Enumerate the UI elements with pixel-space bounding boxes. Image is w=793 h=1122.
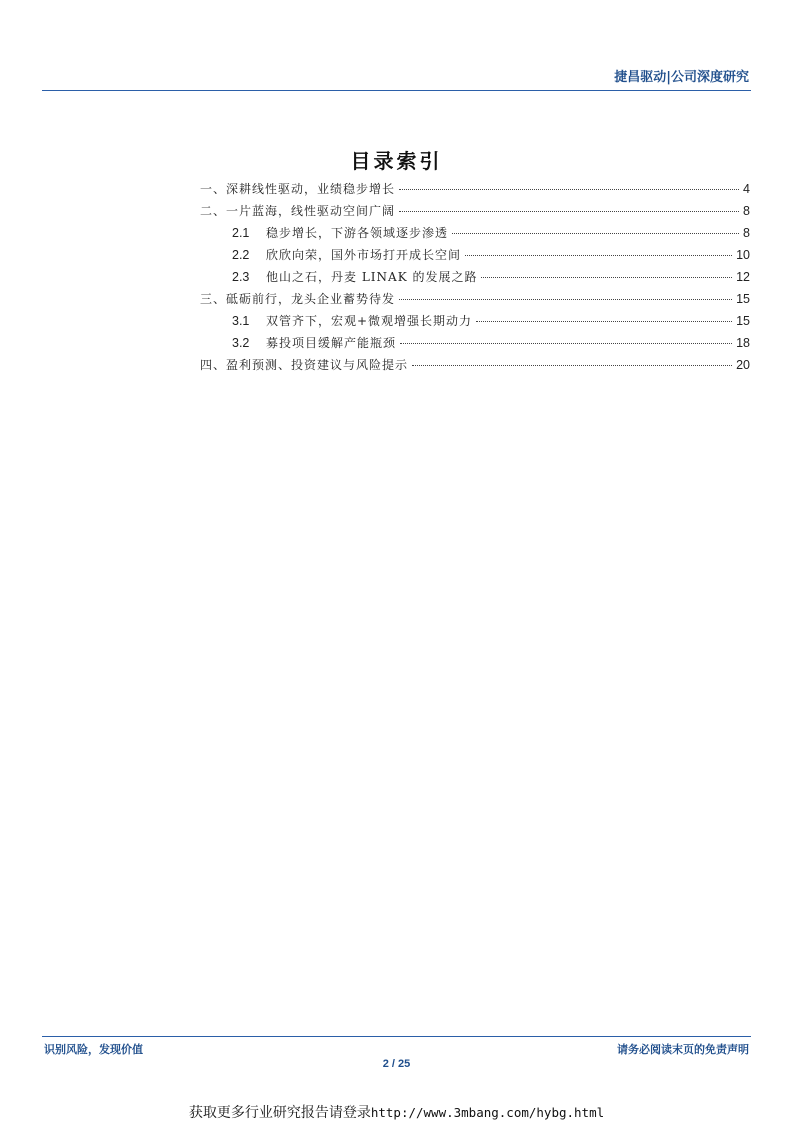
toc-entry-page: 8 (743, 226, 750, 240)
toc-leader-dots (399, 189, 739, 190)
report-header-title: 捷昌驱动|公司深度研究 (614, 70, 749, 85)
toc-entry-4[interactable] (200, 356, 750, 378)
toc-entry-text: 四、盈利预测、投资建议与风险提示 (200, 358, 409, 372)
footer-divider (42, 1036, 751, 1037)
toc-entry-number: 3.1 (232, 314, 250, 328)
toc-entry-3[interactable] (200, 290, 750, 312)
page-number: 2 / 25 (382, 1058, 411, 1070)
toc-entry-page: 10 (736, 248, 750, 262)
footer-slogan: 识别风险，发现价值 (44, 1043, 143, 1056)
toc-leader-dots (400, 343, 732, 344)
toc-entry-text: 他山之石，丹麦 LINAK 的发展之路 (266, 270, 478, 284)
footer-disclaimer-note: 请务必阅读末页的免责声明 (617, 1043, 749, 1056)
toc-entry-2-1[interactable] (200, 224, 750, 246)
toc-entry-page: 15 (736, 292, 750, 306)
toc-leader-dots (481, 277, 732, 278)
toc-entry-text: 募投项目缓解产能瓶颈 (266, 336, 397, 350)
toc-entry-text: 欣欣向荣，国外市场打开成长空间 (266, 248, 462, 262)
toc-entry-number: 2.2 (232, 248, 250, 262)
table-of-contents (200, 180, 750, 378)
download-link[interactable]: http://www.3mbang.com/hybg.html (370, 1105, 605, 1120)
toc-title: 目录索引 (350, 149, 443, 173)
toc-entry-number: 3.2 (232, 336, 250, 350)
toc-entry-page: 15 (736, 314, 750, 328)
toc-leader-dots (476, 321, 732, 322)
download-note (0, 1102, 793, 1122)
toc-entry-page: 8 (743, 204, 750, 218)
toc-entry-page: 18 (736, 336, 750, 350)
toc-entry-text: 双管齐下，宏观+微观增强长期动力 (266, 314, 473, 328)
toc-entry-page: 4 (743, 182, 750, 196)
toc-entry-page: 20 (736, 358, 750, 372)
toc-entry-3-1[interactable] (200, 312, 750, 334)
toc-entry-2-3[interactable] (200, 268, 750, 290)
header-divider (42, 90, 751, 91)
toc-entry-number: 2.1 (232, 226, 250, 240)
toc-entry-3-2[interactable] (200, 334, 750, 356)
toc-entry-2[interactable] (200, 202, 750, 224)
toc-entry-text: 三、砥砺前行，龙头企业蓄势待发 (200, 292, 396, 306)
toc-leader-dots (399, 299, 732, 300)
toc-leader-dots (452, 233, 739, 234)
toc-entry-number: 2.3 (232, 270, 250, 284)
toc-entry-text: 稳步增长，下游各领域逐步渗透 (266, 226, 449, 240)
toc-entry-text: 一、深耕线性驱动，业绩稳步增长 (200, 182, 396, 196)
toc-leader-dots (399, 211, 739, 212)
toc-leader-dots (465, 255, 732, 256)
toc-entry-1[interactable] (200, 180, 750, 202)
toc-entry-text: 二、一片蓝海，线性驱动空间广阔 (200, 204, 396, 218)
download-note-text: 获取更多行业研究报告请登录 (188, 1105, 371, 1121)
toc-entry-page: 12 (736, 270, 750, 284)
toc-entry-2-2[interactable] (200, 246, 750, 268)
toc-leader-dots (412, 365, 732, 366)
